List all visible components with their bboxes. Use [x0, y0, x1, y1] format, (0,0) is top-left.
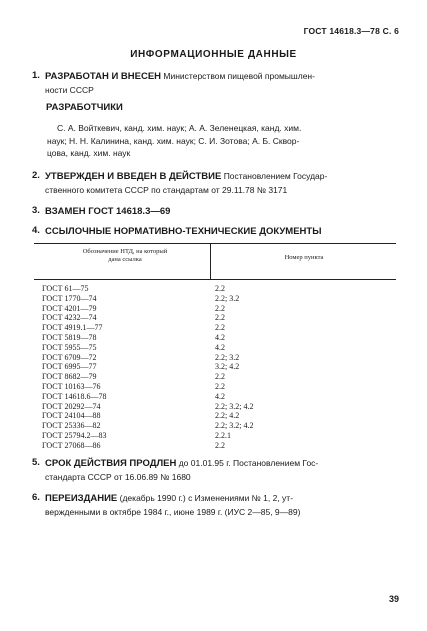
table-cell-item: 2.2: [215, 372, 225, 382]
table-cell-gost: ГОСТ 61—75: [42, 284, 89, 293]
table-cell-gost: ГОСТ 8682—79: [42, 372, 97, 382]
table-cell-item: 2.2.1: [215, 430, 231, 440]
table-row: [42, 294, 402, 304]
table-cell-gost: ГОСТ 27068—86: [42, 440, 101, 450]
section-3-heading: ВЗАМЕН ГОСТ 14618.3—69: [45, 206, 171, 217]
table-cell-gost: ГОСТ 4201—79: [42, 303, 97, 313]
table-cell-item: 2.2; 4.2: [215, 411, 240, 421]
section-2-heading: УТВЕРЖДЕН И ВВЕДЕН В ДЕЙСТВИЕ: [45, 171, 222, 182]
section-5: [32, 457, 402, 483]
table-header-gost-line2: дана ссылка: [108, 256, 142, 263]
table-cell-gost: ГОСТ 25336—82: [42, 421, 101, 431]
section-2-text: Постановлением Государ-: [221, 171, 328, 181]
section-5-text-line2: стандарта СССР от 16.06.89 № 1680: [45, 471, 191, 482]
table-row: [42, 333, 402, 343]
table-row: [42, 372, 402, 382]
table-cell-gost: ГОСТ 4919.1—77: [42, 323, 103, 333]
table-cell-gost: ГОСТ 4232—74: [42, 313, 97, 323]
table-cell-item: 2.2: [215, 284, 225, 293]
table-row: [42, 402, 402, 412]
reference-table-body: [42, 284, 402, 451]
table-cell-item: 4.2: [215, 391, 225, 401]
table-row: [42, 343, 402, 353]
section-1-heading: РАЗРАБОТАН И ВНЕСЕН: [45, 71, 162, 82]
table-cell-gost: ГОСТ 14618.6—78: [42, 391, 107, 401]
table-row: [42, 382, 402, 392]
table-cell-item: 4.2: [215, 342, 225, 352]
section-6-text-line2: вержденными в октябре 1984 г., июне 1989 г. (ИУС 2—85, 9—89): [45, 506, 301, 517]
document-code-header: ГОСТ 14618.3—78 С. 6: [303, 26, 399, 36]
developers-list: [47, 122, 402, 160]
table-cell-item: 2.2: [215, 323, 225, 333]
section-3-number: 3.: [32, 205, 40, 216]
developers-heading: РАЗРАБОТЧИКИ: [46, 102, 123, 113]
table-header-rule: [34, 279, 396, 280]
table-cell-gost: ГОСТ 24104—88: [42, 411, 101, 421]
page-title: ИНФОРМАЦИОННЫЕ ДАННЫЕ: [130, 49, 297, 60]
table-header-gost: [50, 248, 200, 264]
table-cell-gost: ГОСТ 25794.2—83: [42, 430, 107, 440]
section-5-heading: СРОК ДЕЙСТВИЯ ПРОДЛЕН: [45, 458, 177, 469]
table-row: [42, 441, 402, 451]
table-top-rule: [34, 243, 396, 244]
table-cell-item: 3.2; 4.2: [215, 362, 240, 372]
table-cell-item: 2.2; 3.2: [215, 352, 240, 362]
section-2: [32, 170, 402, 196]
table-row: [42, 392, 402, 402]
table-row: [42, 411, 402, 421]
table-row: [42, 353, 402, 363]
section-4-heading: ССЫЛОЧНЫЕ НОРМАТИВНО-ТЕХНИЧЕСКИЕ ДОКУМЕНТЫ: [45, 226, 322, 237]
table-row: [42, 304, 402, 314]
section-4-number: 4.: [32, 225, 40, 236]
section-1-number: 1.: [32, 70, 40, 81]
table-row: [42, 362, 402, 372]
table-cell-item: 2.2: [215, 381, 225, 391]
developers-line-1: С. А. Войткевич, канд. хим. наук; А. А. Зеленецкая, канд. хим.: [57, 123, 302, 133]
page-number: 39: [388, 594, 399, 604]
table-header-divider: [210, 243, 211, 279]
table-cell-gost: ГОСТ 5819—78: [42, 332, 97, 342]
table-cell-item: 2.2: [215, 313, 225, 323]
table-cell-gost: ГОСТ 6709—72: [42, 352, 97, 362]
table-cell-item: 4.2: [215, 332, 225, 342]
table-row: [42, 284, 402, 294]
section-6-heading: ПЕРЕИЗДАНИЕ: [45, 493, 118, 504]
table-cell-item: 2.2; 3.2; 4.2: [215, 401, 254, 411]
table-row: [42, 421, 402, 431]
table-cell-item: 2.2; 3.2; 4.2: [215, 421, 254, 431]
developers-line-2: наук; Н. Н. Калинина, канд. хим. наук; С. И. Зотова; А. Б. Сквор-: [47, 135, 300, 146]
developers-line-3: цова, канд. хим. наук: [47, 148, 131, 158]
section-2-number: 2.: [32, 170, 40, 181]
table-header-item: Номер пункта: [284, 254, 324, 261]
section-5-number: 5.: [32, 457, 40, 468]
section-1-text-line2: ности СССР: [45, 84, 94, 95]
section-6: [32, 492, 402, 518]
section-2-text-line2: ственного комитета СССР по стандартам от 29.11.78 № 3171: [45, 184, 288, 195]
table-row: [42, 313, 402, 323]
table-cell-gost: ГОСТ 6995—77: [42, 362, 97, 372]
section-6-text: (декабрь 1990 г.) с Изменениями № 1, 2, ут-: [117, 493, 294, 503]
table-header-gost-line1: Обозначение НТД, на который: [82, 248, 168, 255]
section-5-text: до 01.01.95 г. Постановлением Гос-: [176, 458, 319, 468]
section-1: [32, 70, 402, 96]
section-4: [32, 225, 402, 239]
table-cell-gost: ГОСТ 5955—75: [42, 342, 97, 352]
table-cell-gost: ГОСТ 20292—74: [42, 401, 101, 411]
table-row: [42, 323, 402, 333]
table-cell-gost: ГОСТ 1770—74: [42, 293, 97, 303]
section-1-text: Министерством пищевой промышлен-: [161, 71, 315, 81]
table-cell-gost: ГОСТ 10163—76: [42, 381, 101, 391]
table-cell-item: 2.2: [215, 303, 225, 313]
section-3: [32, 205, 402, 219]
table-cell-item: 2.2: [215, 440, 225, 450]
table-row: [42, 431, 402, 441]
section-6-number: 6.: [32, 492, 40, 503]
table-cell-item: 2.2; 3.2: [215, 293, 240, 303]
